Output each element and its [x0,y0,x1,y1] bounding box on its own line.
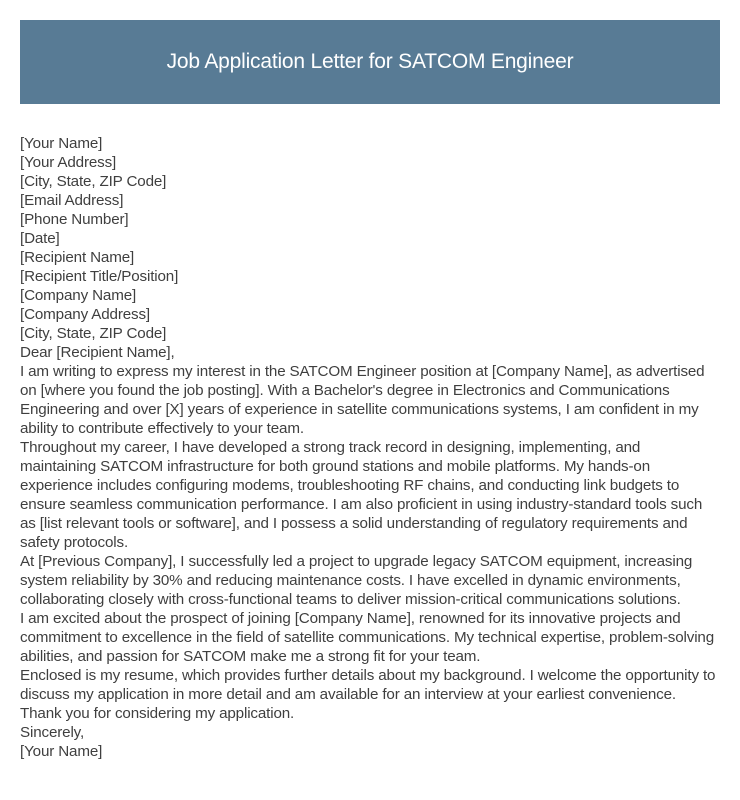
recipient-block [20,248,720,343]
page-title: Job Application Letter for SATCOM Engineer [166,50,574,73]
signature: [Your Name] [20,743,103,760]
sender-block [20,134,720,248]
letter-body [20,134,720,761]
title-banner [20,20,720,104]
recipient-name: [Recipient Name] [20,249,135,266]
paragraph-experience: Throughout my career, I have developed a strong track record in designing, implementing, and maintaining SATCOM infrastructure for both ground stations and mobile platforms. My hands-on experience includes configuring modems, troubleshooting RF chains, and conducting link budgets to ensure seamless communication performance. I am also proficient in using industry-standard tools such as [list relevant tools or software], and I possess a solid understanding of regulatory requirements and safety protocols. [20,439,703,551]
paragraph-motivation: I am excited about the prospect of joining [Company Name], renowned for its innovative projects and commitment to excellence in the field of satellite communications. My technical expertise, problem-solving abilities, and passion for SATCOM make me a strong fit for your team. [20,610,715,665]
sender-address: [Your Address] [20,154,117,171]
letter-date: [Date] [20,230,60,247]
paragraph-closing: Enclosed is my resume, which provides further details about my background. I welcome the opportunity to discuss my application in more detail and am available for an interview at your earliest convenience. Thank you for considering my application. [20,667,716,722]
paragraph-intro: I am writing to express my interest in the SATCOM Engineer position at [Company Name], as advertised on [where you found the job posting]. With a Bachelor's degree in Electronics and Communications Engineering and over [X] years of experience in satellite communications systems, I am confident in my ability to contribute effectively to your team. [20,363,705,437]
sender-name: [Your Name] [20,135,103,152]
recipient-title: [Recipient Title/Position] [20,268,179,285]
closing: Sincerely, [20,724,85,741]
recipient-city-state-zip: [City, State, ZIP Code] [20,325,167,342]
recipient-address: [Company Address] [20,306,150,323]
recipient-company: [Company Name] [20,287,137,304]
sender-phone: [Phone Number] [20,211,129,228]
sender-city-state-zip: [City, State, ZIP Code] [20,173,167,190]
sender-email: [Email Address] [20,192,124,209]
paragraph-achievement: At [Previous Company], I successfully led a project to upgrade legacy SATCOM equipment, increasing system reliability by 30% and reducing maintenance costs. I have excelled in dynamic environments, collaborating closely with cross-functional teams to deliver mission-critical communications solutions. [20,553,693,608]
salutation: Dear [Recipient Name], [20,344,175,361]
